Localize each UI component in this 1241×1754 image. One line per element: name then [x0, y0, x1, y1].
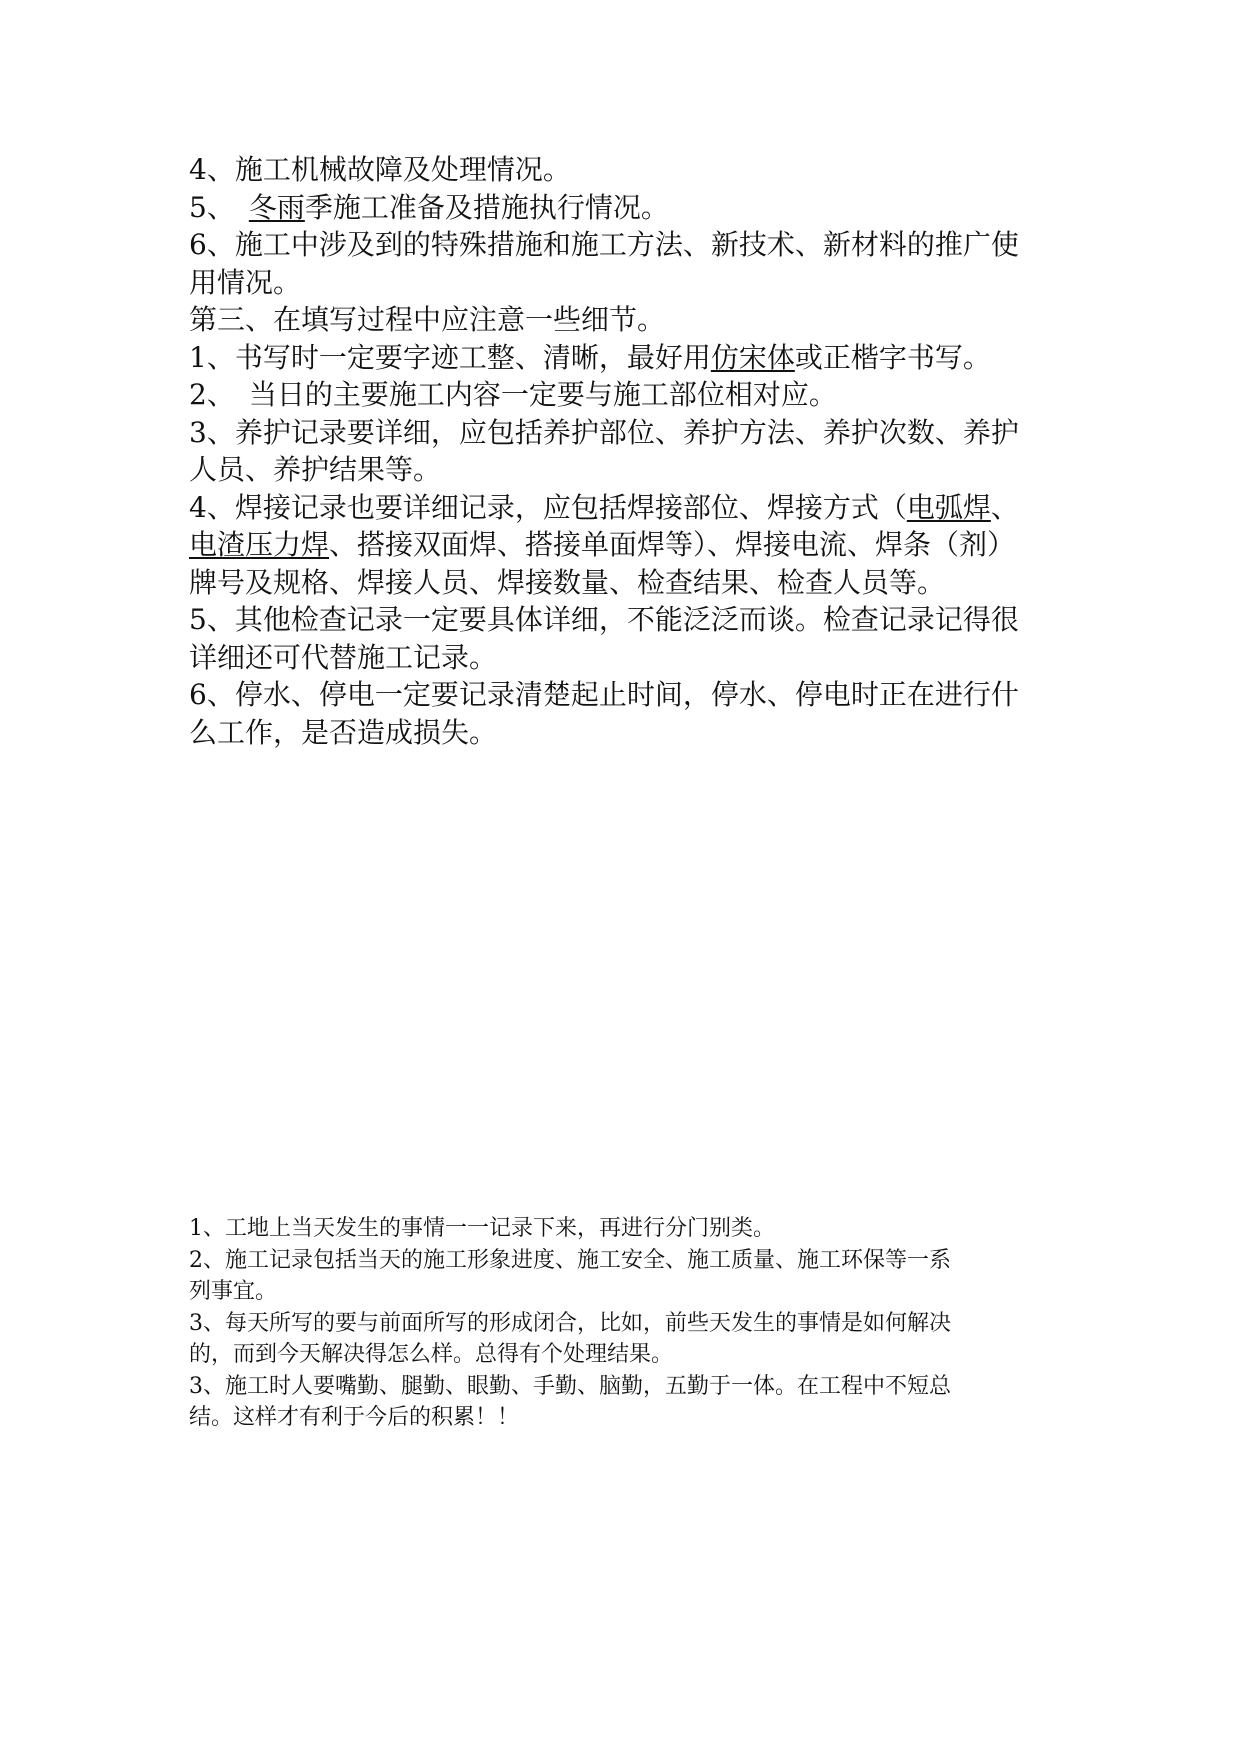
text-segment: 2、 当日的主要施工内容一定要与施工部位相对应。 — [189, 378, 837, 411]
text-line — [189, 376, 1069, 414]
text-segment: 3、施工时人要嘴勤、腿勤、眼勤、手勤、脑勤，五勤于一体。在工程中不短总 — [189, 1373, 951, 1399]
text-line — [189, 339, 1069, 377]
text-line — [189, 639, 1069, 677]
text-line — [189, 1308, 1069, 1340]
text-segment: 、 — [990, 490, 1019, 524]
text-segment: 1、书写时一定要字迹工整、清晰，最好用 — [189, 340, 711, 374]
text-line — [189, 1245, 1069, 1277]
text-line — [189, 1213, 1069, 1245]
text-line — [189, 151, 1069, 189]
text-segment: 3、养护记录要详细，应包括养护部位、养护方法、养护次数、养护 — [189, 415, 1019, 449]
text-segment: 季施工准备及措施执行情况。 — [304, 190, 669, 224]
underlined-term: 电弧焊 — [906, 490, 991, 524]
text-segment: 5、其他检查记录一定要具体详细，不能泛泛而谈。检查记录记得很 — [189, 603, 1019, 636]
text-line — [189, 1402, 1069, 1434]
text-segment: 5、 — [189, 190, 249, 224]
text-line — [189, 226, 1069, 264]
text-line — [189, 564, 1069, 602]
text-line — [189, 189, 1069, 227]
underlined-term: 冬雨 — [248, 190, 305, 224]
text-segment: 列事宜。 — [189, 1279, 278, 1304]
text-segment: 1、工地上当天发生的事情一一记录下来，再进行分门别类。 — [189, 1216, 775, 1241]
text-line — [189, 301, 1069, 339]
text-segment: 用情况。 — [189, 265, 302, 299]
text-segment: 或正楷字书写。 — [794, 340, 991, 374]
text-segment: 6、施工中涉及到的特殊措施和施工方法、新技术、新材料的推广使 — [189, 228, 1019, 261]
text-segment: 人员、养护结果等。 — [189, 453, 442, 486]
text-segment: 的，而到今天解决得怎么样。总得有个处理结果。 — [189, 1342, 674, 1367]
text-segment: 3、每天所写的要与前面所写的形成闭合，比如，前些天发生的事情是如何解决 — [189, 1310, 951, 1336]
text-segment: 结。这样才有利于今后的积累！！ — [189, 1405, 520, 1430]
text-segment: 2、施工记录包括当天的施工形象进度、施工安全、施工质量、施工环保等一系 — [189, 1247, 951, 1273]
text-line — [189, 1371, 1069, 1403]
text-segment: 详细还可代替施工记录。 — [189, 640, 498, 674]
text-line — [189, 1339, 1069, 1371]
text-line — [189, 714, 1069, 752]
text-segment: 4、焊接记录也要详细记录，应包括焊接部位、焊接方式（ — [189, 490, 907, 524]
underlined-term: 电渣压力焊 — [189, 528, 330, 561]
text-segment: 6、停水、停电一定要记录清楚起止时间，停水、停电时正在进行什 — [189, 678, 1019, 711]
text-line — [189, 414, 1069, 452]
text-segment: 第三、在填写过程中应注意一些细节。 — [189, 303, 666, 336]
text-line — [189, 264, 1069, 302]
text-segment: 么工作，是否造成损失。 — [189, 715, 498, 749]
text-segment: 、搭接双面焊、搭接单面焊等）、焊接电流、焊条（剂） — [329, 528, 1016, 561]
notes-text-block — [189, 1213, 1069, 1434]
underlined-term: 仿宋体 — [710, 340, 795, 374]
text-line — [189, 1276, 1069, 1308]
text-line — [189, 676, 1069, 714]
text-segment: 4、施工机械故障及处理情况。 — [189, 153, 571, 186]
text-line — [189, 489, 1069, 527]
text-line — [189, 451, 1069, 489]
text-line — [189, 601, 1069, 639]
text-line — [189, 526, 1069, 564]
main-text-block — [189, 151, 1069, 751]
text-segment: 牌号及规格、焊接人员、焊接数量、检查结果、检查人员等。 — [189, 565, 946, 599]
